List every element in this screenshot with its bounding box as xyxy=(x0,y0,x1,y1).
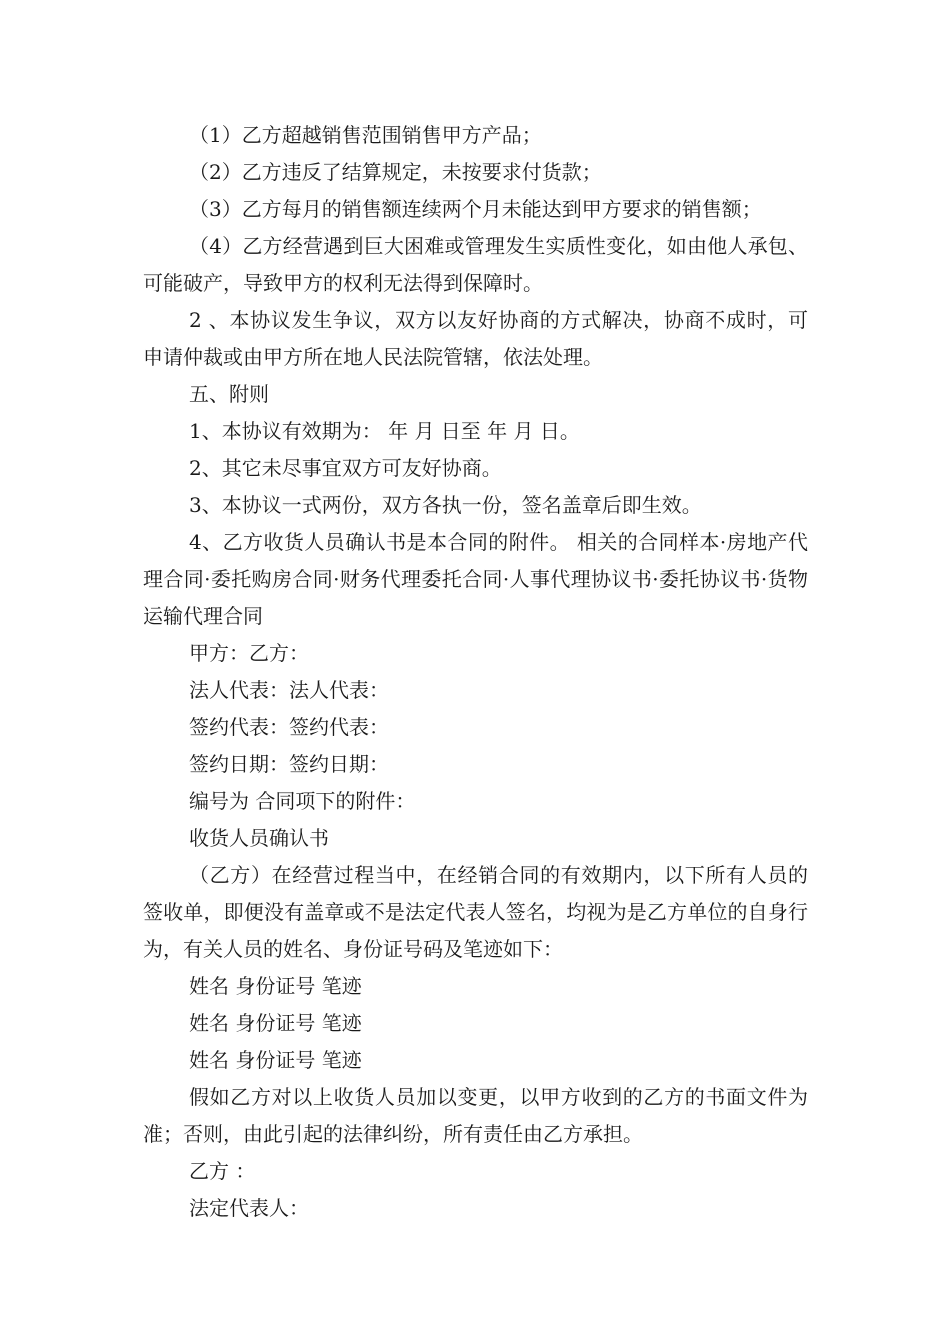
clause-item-3: （3）乙方每月的销售额连续两个月未能达到甲方要求的销售额； xyxy=(189,197,762,221)
clause-item-1: （1）乙方超越销售范围销售甲方产品； xyxy=(189,123,542,147)
receiver-row: 姓名 身份证号 笔迹 xyxy=(189,1011,362,1035)
section-heading-appendix: 五、附则 xyxy=(189,382,269,406)
party-b-signature: 乙方 ： xyxy=(189,1159,256,1183)
appendix-attachment: 4、乙方收货人员确认书是本合同的附件。 相关的合同样本·房地产代理合同·委托购房合同·财务代理委托合同·人事代理协议书·委托协议书·货物运输代理合同 xyxy=(143,530,808,628)
appendix-other-matters: 2、其它未尽事宜双方可友好协商。 xyxy=(189,456,502,480)
legal-representative-signature: 法定代表人： xyxy=(189,1196,309,1220)
receiver-row: 姓名 身份证号 笔迹 xyxy=(189,1048,362,1072)
document-body xyxy=(143,117,808,1227)
receiver-row: 姓名 身份证号 笔迹 xyxy=(189,974,362,998)
dispute-clause: 2 、本协议发生争议，双方以友好协商的方式解决，协商不成时，可申请仲裁或由甲方所在地人民法院管辖，依法处理。 xyxy=(143,308,808,369)
confirmation-statement: （乙方）在经营过程当中，在经销合同的有效期内，以下所有人员的签收单，即便没有盖章或不是法定代表人签名，均视为是乙方单位的自身行为，有关人员的姓名、身份证号码及笔迹如下： xyxy=(143,863,808,961)
signature-signing-rep: 签约代表：签约代表： xyxy=(189,715,389,739)
clause-item-4: （4）乙方经营遇到巨大困难或管理发生实质性变化，如由他人承包、可能破产，导致甲方的权利无法得到保障时。 xyxy=(143,234,808,295)
change-clause: 假如乙方对以上收货人员加以变更，以甲方收到的乙方的书面文件为准；否则，由此引起的法律纠纷，所有责任由乙方承担。 xyxy=(143,1085,808,1146)
clause-item-2: （2）乙方违反了结算规定，未按要求付货款； xyxy=(189,160,602,184)
signature-parties: 甲方：乙方： xyxy=(189,641,309,665)
appendix-copies: 3、本协议一式两份，双方各执一份，签名盖章后即生效。 xyxy=(189,493,702,517)
appendix-term: 1、本协议有效期为： 年 月 日至 年 月 日。 xyxy=(189,419,580,443)
attachment-number-line: 编号为 合同项下的附件： xyxy=(189,789,416,813)
attachment-title: 收货人员确认书 xyxy=(189,826,329,850)
signature-date: 签约日期：签约日期： xyxy=(189,752,389,776)
signature-legal-rep: 法人代表：法人代表： xyxy=(189,678,389,702)
